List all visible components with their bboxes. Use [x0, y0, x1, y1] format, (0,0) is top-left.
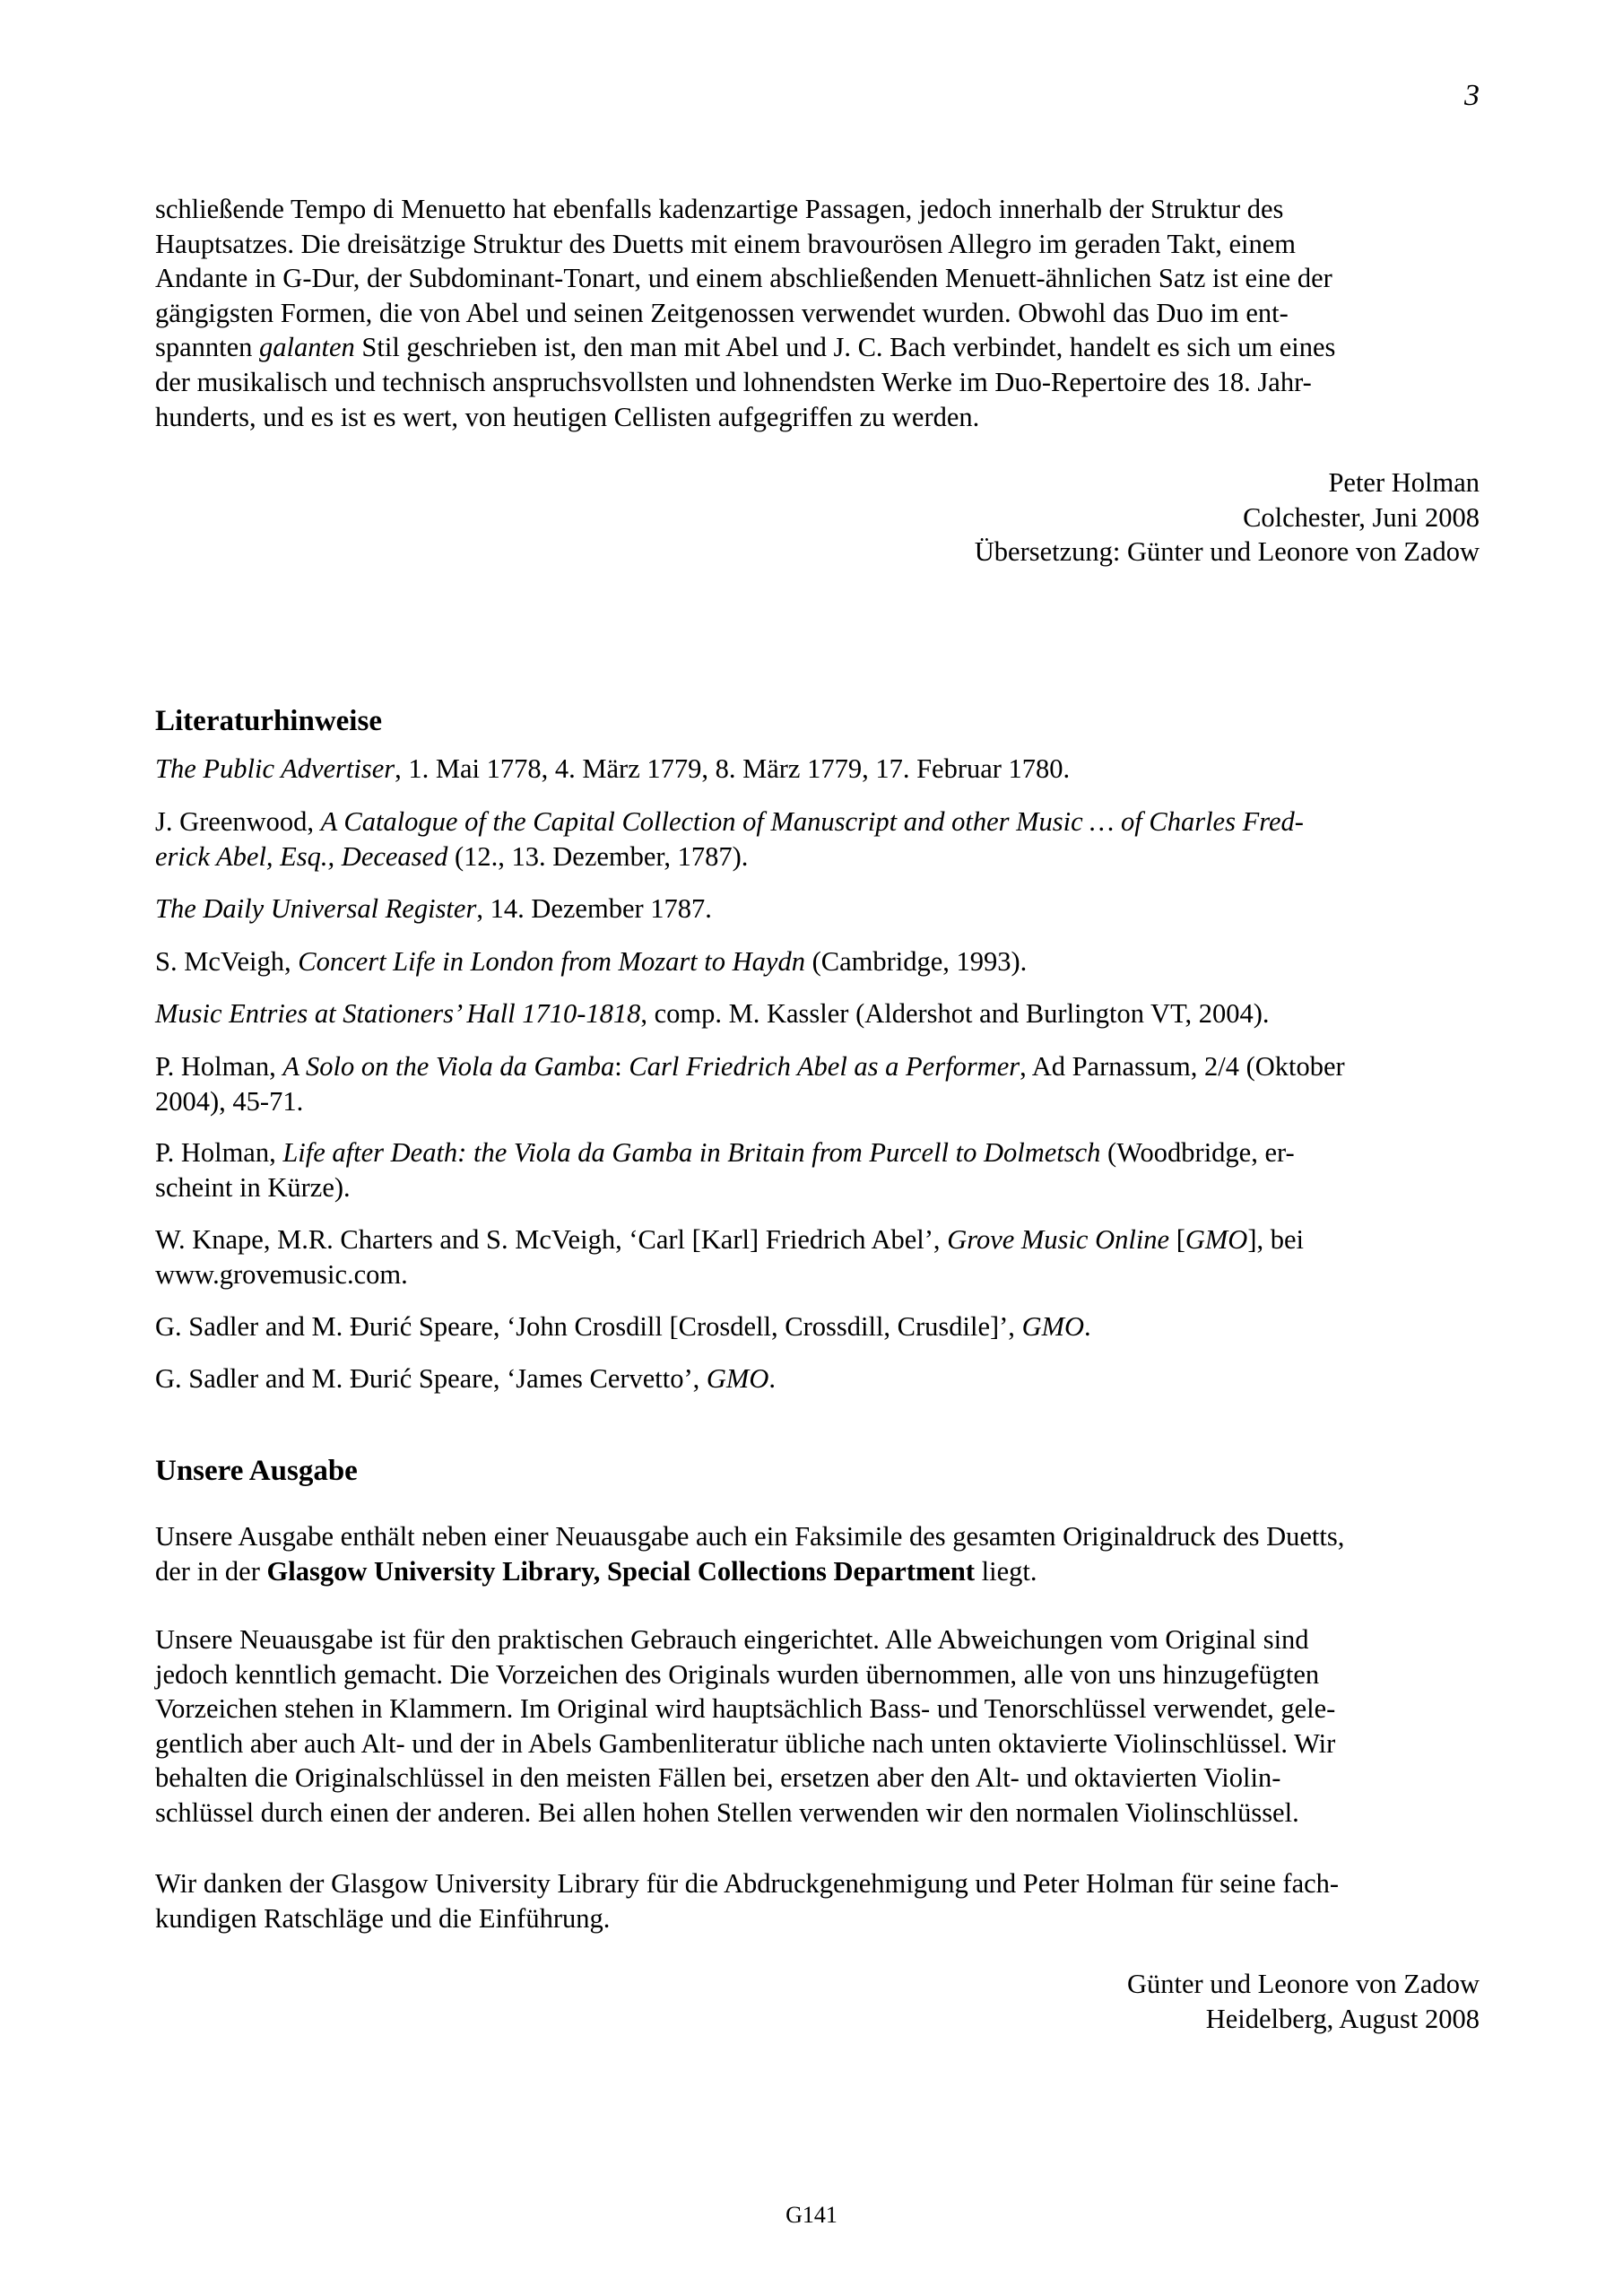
bold-text: Glasgow University Library, Special Collections Department — [266, 1555, 976, 1587]
text-run: P. Holman, — [155, 1137, 283, 1168]
edition-line: Wir danken der Glasgow University Library für die Abdruckgenehmigung und Peter Holman für seine fach- — [155, 1868, 1340, 1899]
text-run: [ — [1169, 1224, 1185, 1255]
signature-name: Günter und Leonore von Zadow — [1126, 1969, 1480, 1999]
text-run: , Ad Parnassum, 2/4 (Oktober — [1020, 1051, 1345, 1082]
reference-item — [155, 1222, 1482, 1292]
edition-line: gentlich aber auch Alt- und der in Abels Gambenliteratur übliche nach unten oktavierte Violinschlüssel. Wir — [155, 1727, 1336, 1759]
edition-line: behalten die Originalschlüssel in den meisten Fällen bei, ersetzen aber den Alt- und oktavierten Violin- — [155, 1762, 1281, 1794]
italic-text: galanten — [259, 332, 355, 363]
reference-item — [155, 1361, 1482, 1396]
intro-line: schließende Tempo di Menuetto hat ebenfalls kadenzartige Passagen, jedoch innerhalb der Struktur des — [155, 194, 1284, 224]
ref-line — [155, 1222, 1482, 1257]
ref-line: 2004), 45-71. — [155, 1085, 304, 1117]
text-run: ], bei — [1247, 1224, 1305, 1255]
text-run: G. Sadler and M. Đurić Speare, ‘James Cervetto’, — [155, 1363, 707, 1394]
reference-item — [155, 752, 1482, 787]
edition-paragraph-3 — [155, 1866, 1487, 1935]
literature-heading: Literaturhinweise — [155, 705, 382, 737]
footer-catalog-number: G141 — [785, 2202, 838, 2228]
signature-place-date: Colchester, Juni 2008 — [1243, 501, 1480, 533]
text-run: P. Holman, — [155, 1051, 283, 1082]
page-number: 3 — [1464, 79, 1480, 112]
ref-line: www.grovemusic.com. — [155, 1258, 408, 1290]
intro-paragraph — [155, 192, 1487, 434]
signature-name: Peter Holman — [1328, 467, 1480, 498]
text-run: , 1. Mai 1778, 4. März 1779, 8. März 1779, 17. Februar 1780. — [395, 753, 1071, 784]
text-run: . — [1084, 1311, 1091, 1342]
reference-item — [155, 996, 1482, 1031]
edition-line: Unsere Ausgabe enthält neben einer Neuausgabe auch ein Faksimile des gesamten Originaldruck des Duetts, — [155, 1521, 1345, 1552]
italic-text: The Daily Universal Register — [155, 893, 477, 924]
edition-heading: Unsere Ausgabe — [155, 1455, 358, 1487]
text-run: , comp. M. Kassler (Aldershot and Burlington VT, 2004). — [640, 998, 1270, 1029]
edition-line: Unsere Neuausgabe ist für den praktischen Gebrauch eingerichtet. Alle Abweichungen vom Original sind — [155, 1624, 1309, 1655]
italic-text: A Solo on the Viola da Gamba — [282, 1051, 615, 1082]
italic-text: Music Entries at Stationers’ Hall 1710-1818 — [155, 998, 641, 1029]
italic-text: GMO — [1185, 1224, 1248, 1255]
text-run: (12., 13. Dezember, 1787). — [447, 840, 749, 872]
italic-text: GMO — [1021, 1311, 1085, 1342]
reference-item — [155, 891, 1482, 926]
edition-line: jedoch kenntlich gemacht. Die Vorzeichen des Originals wurden übernommen, alle von uns hinzugefügten — [155, 1658, 1320, 1690]
intro-line — [155, 330, 1487, 365]
reference-item — [155, 1049, 1482, 1118]
text-run: liegt. — [975, 1555, 1037, 1587]
reference-item — [155, 944, 1482, 979]
italic-text: Concert Life in London from Mozart to Haydn — [298, 946, 805, 977]
edition-paragraph-2 — [155, 1622, 1487, 1831]
signature-translation: Übersetzung: Günter und Leonore von Zadow — [974, 536, 1480, 568]
text-run: der in der — [155, 1555, 267, 1587]
ref-line: scheint in Kürze). — [155, 1171, 351, 1203]
text-run: (Cambridge, 1993). — [804, 946, 1028, 977]
italic-text: Life after Death: the Viola da Gamba in Britain from Purcell to Dolmetsch — [282, 1137, 1101, 1168]
intro-line: Hauptsatzes. Die dreisätzige Struktur des Duetts mit einem bravourösen Allegro im geraden Takt, einem — [155, 228, 1297, 259]
intro-line: hunderts, und es ist es wert, von heutigen Cellisten aufgegriffen zu werden. — [155, 401, 980, 432]
text-run: S. McVeigh, — [155, 946, 299, 977]
text-run: W. Knape, M.R. Charters and S. McVeigh, ‘Carl [Karl] Friedrich Abel’, — [155, 1224, 948, 1255]
edition-paragraph-1 — [155, 1519, 1487, 1588]
text-run: J. Greenwood, — [155, 806, 321, 837]
intro-line: der musikalisch und technisch anspruchsvollsten und lohnendsten Werke im Duo-Repertoire des 18. Jahr- — [155, 366, 1312, 397]
ref-line — [155, 1049, 1482, 1084]
signature-place-date: Heidelberg, August 2008 — [1205, 2003, 1480, 2034]
text-run: G. Sadler and M. Đurić Speare, ‘John Crosdill [Crosdell, Crossdill, Crusdile]’, — [155, 1311, 1022, 1342]
italic-text: The Public Advertiser — [155, 753, 395, 784]
reference-item — [155, 804, 1482, 874]
ref-line — [155, 1135, 1482, 1170]
edition-line: Vorzeichen stehen in Klammern. Im Original wird hauptsächlich Bass- und Tenorschlüssel verwendet, gele- — [155, 1693, 1336, 1725]
italic-text: Carl Friedrich Abel as a Performer — [629, 1051, 1020, 1082]
ref-line — [155, 804, 1482, 839]
text-run: spannten — [155, 332, 260, 363]
text-run: Stil geschrieben ist, den man mit Abel und J. C. Bach verbindet, handelt es sich um eines — [354, 332, 1336, 363]
reference-item — [155, 1309, 1482, 1344]
text-run: , 14. Dezember 1787. — [476, 893, 712, 924]
text-run: : — [614, 1051, 629, 1082]
signature-holman — [975, 465, 1480, 570]
italic-text: A Catalogue of the Capital Collection of Manuscript and other Music … of Charles Fred- — [320, 806, 1304, 837]
text-run: (Woodbridge, er- — [1100, 1137, 1295, 1168]
edition-line: schlüssel durch einen der anderen. Bei allen hohen Stellen verwenden wir den normalen Violinschlüssel. — [155, 1796, 1299, 1828]
intro-line: gängigsten Formen, die von Abel und seinen Zeitgenossen verwendet wurden. Obwohl das Duo im ent- — [155, 297, 1289, 328]
signature-zadow — [1127, 1967, 1480, 2036]
edition-line: kundigen Ratschläge und die Einführung. — [155, 1902, 611, 1934]
edition-line — [155, 1554, 1487, 1589]
ref-line — [155, 839, 1482, 874]
italic-text: GMO — [706, 1363, 769, 1394]
italic-text: erick Abel, Esq., Deceased — [155, 840, 448, 872]
italic-text: Grove Music Online — [947, 1224, 1170, 1255]
intro-line: Andante in G-Dur, der Subdominant-Tonart, und einem abschließenden Menuett-ähnlichen Satz ist eine der — [155, 263, 1332, 294]
reference-item — [155, 1135, 1482, 1205]
text-run: . — [768, 1363, 776, 1394]
